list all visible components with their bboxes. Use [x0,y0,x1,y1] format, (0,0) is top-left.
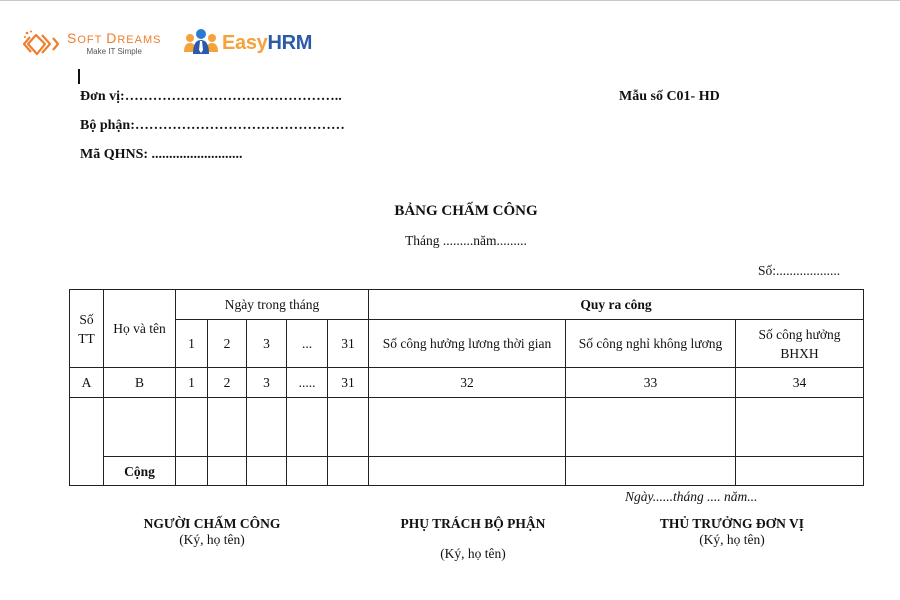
header-paid-time: Số công hưởng lương thời gian [369,320,566,368]
timesheet-table [69,289,864,486]
total-cell[interactable] [287,457,328,486]
softdreams-logo [22,28,161,60]
code-cell: ..... [287,368,328,398]
header-days-group: Ngày trong tháng [176,290,369,320]
signature-unit-head [632,516,832,548]
header-day: 31 [328,320,369,368]
header-day: 1 [176,320,208,368]
easyhrm-logo [183,28,312,58]
easyhrm-easy: Easy [222,31,268,54]
header-stt: Số TT [70,290,104,368]
day-cell[interactable] [247,398,287,457]
document-number[interactable]: Số:................... [758,263,841,278]
softdreams-name: SOFT DREAMS [67,29,162,46]
day-cell[interactable] [176,398,208,457]
header-day: ... [287,320,328,368]
don-vi-field[interactable]: Đơn vị:……………………………………….. [80,89,342,104]
month-year-line[interactable]: Tháng .........năm......... [405,233,527,248]
form-number-label: Mẫu số C01- HD [619,89,720,104]
signature-title: THỦ TRƯỞNG ĐƠN VỊ [659,516,805,531]
code-cell: 32 [369,368,566,398]
summary-cell[interactable] [566,398,736,457]
signature-note: (Ký, họ tên) [179,532,245,547]
text-cursor [78,69,80,84]
total-cell[interactable] [176,457,208,486]
header-social-insurance: Số công hưởng BHXH [736,320,864,368]
summary-cell[interactable] [736,398,864,457]
header-day: 3 [247,320,287,368]
code-cell: B [104,368,176,398]
code-cell: 31 [328,368,369,398]
code-cell: 2 [208,368,247,398]
name-cell[interactable] [104,398,176,457]
ma-qhns-field[interactable]: Mã QHNS: .......................... [80,147,243,162]
bo-phan-field[interactable]: Bộ phận:……………………………………… [80,118,345,133]
header-unpaid-leave: Số công nghỉ không lương [566,320,736,368]
summary-cell[interactable] [369,398,566,457]
signature-timekeeper [112,516,312,548]
softdreams-mark-icon [22,29,62,59]
day-cell[interactable] [328,398,369,457]
signature-note: (Ký, họ tên) [440,546,506,561]
code-cell: 3 [247,368,287,398]
total-row [70,457,864,486]
total-cell[interactable] [369,457,566,486]
easyhrm-hrm: HRM [267,31,313,54]
code-cell: 34 [736,368,864,398]
header-day: 2 [208,320,247,368]
softdreams-tagline: Make IT Simple [86,46,142,56]
signature-department-head [373,516,573,562]
day-cell[interactable] [287,398,328,457]
total-cell[interactable] [736,457,864,486]
total-label: Cộng [104,457,176,486]
date-line[interactable]: Ngày......tháng .... năm... [625,489,758,504]
stt-cell[interactable] [70,398,104,486]
code-cell: 1 [176,368,208,398]
document-title: BẢNG CHẤM CÔNG [394,203,538,219]
signature-title: PHỤ TRÁCH BỘ PHẬN [400,516,546,531]
code-cell: A [70,368,104,398]
code-row [70,368,864,398]
total-cell[interactable] [328,457,369,486]
day-cell[interactable] [208,398,247,457]
people-group-icon [183,28,219,58]
total-cell[interactable] [566,457,736,486]
signature-title: NGƯỜI CHẤM CÔNG [143,516,281,531]
header-summary-group: Quy ra công [369,290,864,320]
signature-note: (Ký, họ tên) [699,532,765,547]
header-name: Họ và tên [104,290,176,368]
table-row [70,398,864,457]
code-cell: 33 [566,368,736,398]
total-cell[interactable] [208,457,247,486]
total-cell[interactable] [247,457,287,486]
